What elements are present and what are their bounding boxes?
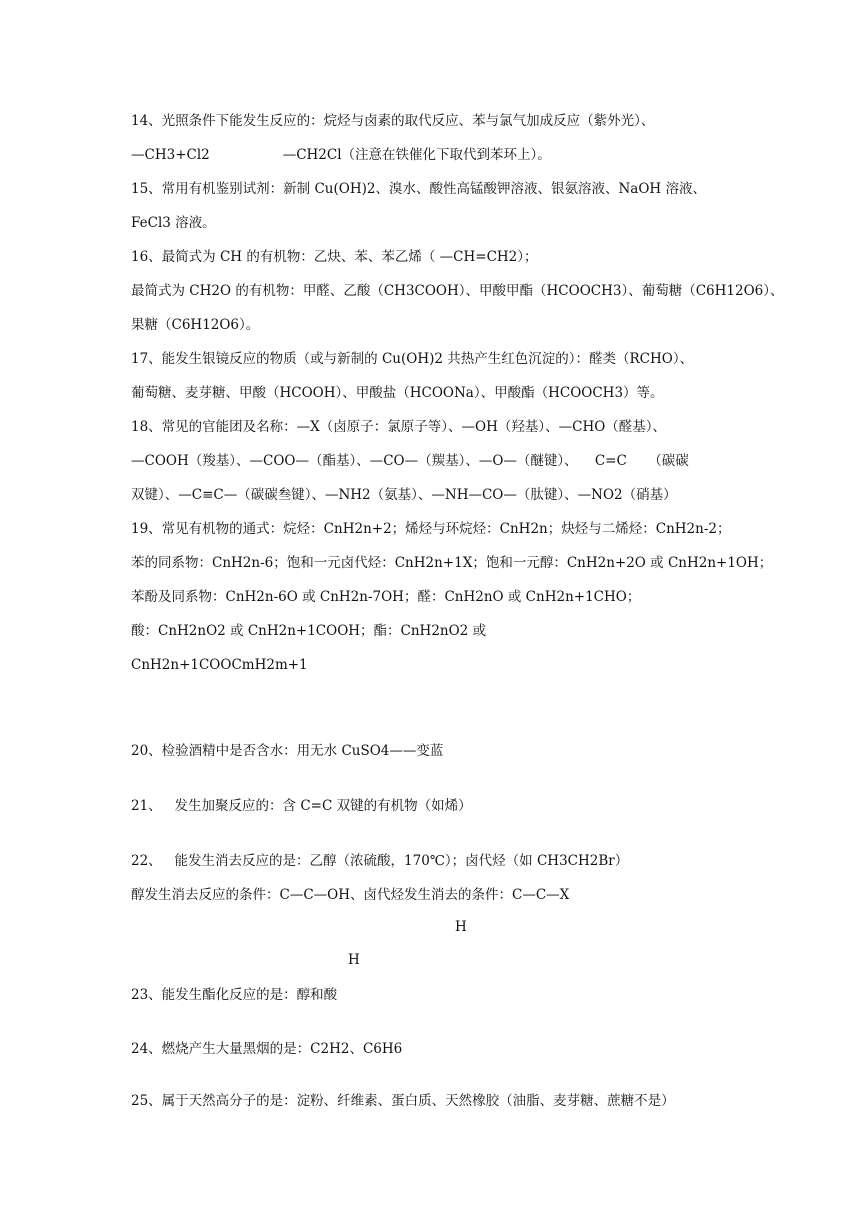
text-line-18a: 18、常见的官能团及名称：—X（卤原子：氯原子等）、—OH（羟基）、—CHO（醛基）、: [131, 419, 667, 435]
text-line-25: 25、属于天然高分子的是：淀粉、纤维素、蛋白质、天然橡胶（油脂、麦芽糖、蔗糖不是）: [131, 1093, 675, 1109]
text-line-19b: 苯的同系物：CnH2n-6；饱和一元卤代烃：CnH2n+1X；饱和一元醇：CnH2n+2O 或 CnH2n+1OH；: [131, 555, 773, 571]
structure-h-right: H: [455, 919, 467, 935]
text-line-21: 21、 发生加聚反应的：含 C=C 双键的有机物（如烯）: [131, 798, 472, 814]
text-line-23: 23、能发生酯化反应的是：醇和酸: [131, 987, 338, 1003]
text-line-19e: CnH2n+1COOCmH2m+1: [131, 657, 308, 673]
text-line-16b: 最简式为 CH2O 的有机物：甲醛、乙酸（CH3COOH）、甲酸甲酯（HCOOCH3）、葡萄糖（C6H12O6）、: [131, 283, 784, 299]
text-line-14a: 14、光照条件下能发生反应的：烷烃与卤素的取代反应、苯与氯气加成反应（紫外光）、: [131, 113, 655, 129]
text-line-24: 24、燃烧产生大量黑烟的是：C2H2、C6H6: [131, 1041, 403, 1057]
text-line-15b: FeCl3 溶液。: [131, 215, 216, 231]
text-line-15a: 15、常用有机鉴别试剂：新制 Cu(OH)2、溴水、酸性高锰酸钾溶液、银氨溶液、NaOH 溶液、: [131, 181, 706, 197]
structure-h-left: H: [348, 952, 360, 968]
text-line-22a: 22、 能发生消去反应的是：乙醇（浓硫酸，170℃）；卤代烃（如 CH3CH2Br）: [131, 853, 629, 869]
text-line-19d: 酸：CnH2nO2 或 CnH2n+1COOH；酯：CnH2nO2 或: [131, 623, 487, 639]
text-line-16a: 16、最简式为 CH 的有机物：乙炔、苯、苯乙烯（ —CH=CH2）；: [131, 249, 538, 265]
text-line-14b: —CH3+Cl2 —CH2Cl（注意在铁催化下取代到苯环上）。: [131, 147, 551, 163]
text-line-20: 20、检验酒精中是否含水：用无水 CuSO4——变蓝: [131, 743, 444, 759]
text-line-18b: —COOH（羧基）、—COO—（酯基）、—CO—（羰基）、—O—（醚键）、 C=C （碳碳: [131, 453, 689, 469]
text-line-17b: 葡萄糖、麦芽糖、甲酸（HCOOH）、甲酸盐（HCOONa）、甲酸酯（HCOOCH3）等。: [131, 385, 664, 401]
text-line-19c: 苯酚及同系物：CnH2n-6O 或 CnH2n-7OH；醛：CnH2nO 或 CnH2n+1CHO；: [131, 589, 641, 605]
text-line-19a: 19、常见有机物的通式：烷烃：CnH2n+2；烯烃与环烷烃：CnH2n；炔烃与二烯烃：CnH2n-2；: [131, 521, 731, 537]
text-line-18c: 双键）、—C≡C—（碳碳叁键）、—NH2（氨基）、—NH—CO—（肽键）、—NO2（硝基）: [131, 487, 677, 503]
text-line-16c: 果糖（C6H12O6）。: [131, 317, 260, 333]
text-line-17a: 17、能发生银镜反应的物质（或与新制的 Cu(OH)2 共热产生红色沉淀的）：醛类（RCHO）、: [131, 351, 694, 367]
text-line-22b: 醇发生消去反应的条件：C—C—OH、卤代烃发生消去的条件：C—C—X: [131, 887, 570, 903]
